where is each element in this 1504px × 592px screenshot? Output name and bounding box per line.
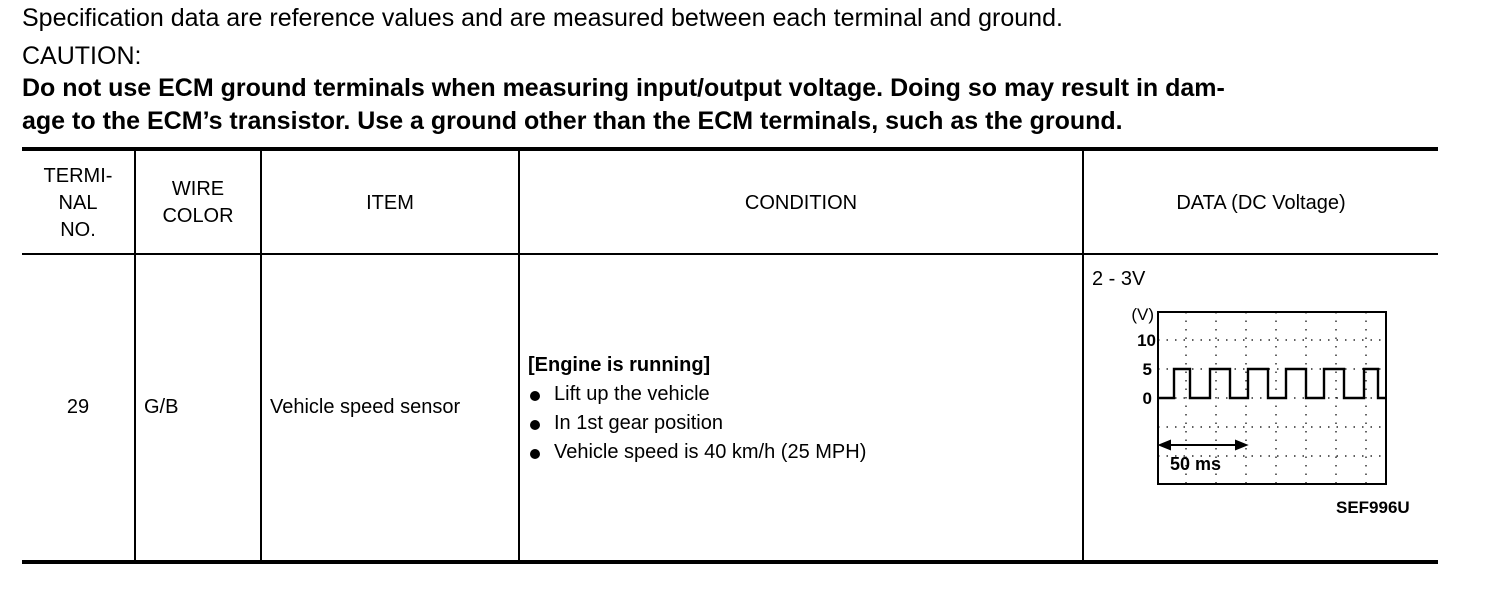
waveform-signal [1158,369,1386,398]
waveform-unit-label: (V) [1131,305,1154,324]
data-value: 2 - 3V [1092,268,1146,290]
header-item: ITEM [366,191,414,214]
column-divider [260,149,262,562]
voltage-waveform [1120,302,1400,502]
list-item: In 1st gear position [528,409,1078,438]
time-scale-label: 50 ms [1170,454,1222,474]
header-data: DATA (DC Voltage) [1176,191,1346,214]
caution-text [22,72,1442,138]
condition-list [528,380,1078,467]
cell-item: Vehicle speed sensor [270,396,461,418]
header-wire-color: WIRE COLOR [162,178,234,227]
condition-title: [Engine is running] [528,354,711,376]
figure-code: SEF996U [1336,498,1410,517]
cell-terminal-number: 29 [66,396,90,418]
list-item: Lift up the vehicle [528,380,1078,409]
column-divider [518,149,520,562]
list-item: Vehicle speed is 40 km/h (25 MPH) [528,438,1078,467]
waveform-tick-label: 5 [1142,360,1152,379]
cell-wire-color: G/B [144,396,179,418]
caution-label: CAUTION: [22,42,142,70]
column-divider [134,149,136,562]
column-divider [1082,149,1084,562]
table-top-rule [22,147,1438,151]
intro-text: Specification data are reference values and are measured between each terminal and ground. [22,4,1063,32]
caution-line-2: age to the ECM’s transistor. Use a ground other than the ECM terminals, such as the ground. [22,107,1123,135]
time-scale-arrow [1160,441,1246,449]
waveform-grid [1158,312,1386,484]
header-condition: CONDITION [744,191,858,214]
waveform-tick-label: 10 [1137,331,1156,350]
waveform-tick-label: 0 [1142,389,1152,408]
header-terminal: TERMI- NAL NO. [43,164,113,241]
waveform-frame [1158,312,1386,484]
cell-condition [528,351,1078,467]
table-bottom-rule [22,560,1438,564]
caution-line-1: Do not use ECM ground terminals when measuring input/output voltage. Doing so may result in dam- [22,74,1225,102]
table-header-rule [22,253,1438,255]
